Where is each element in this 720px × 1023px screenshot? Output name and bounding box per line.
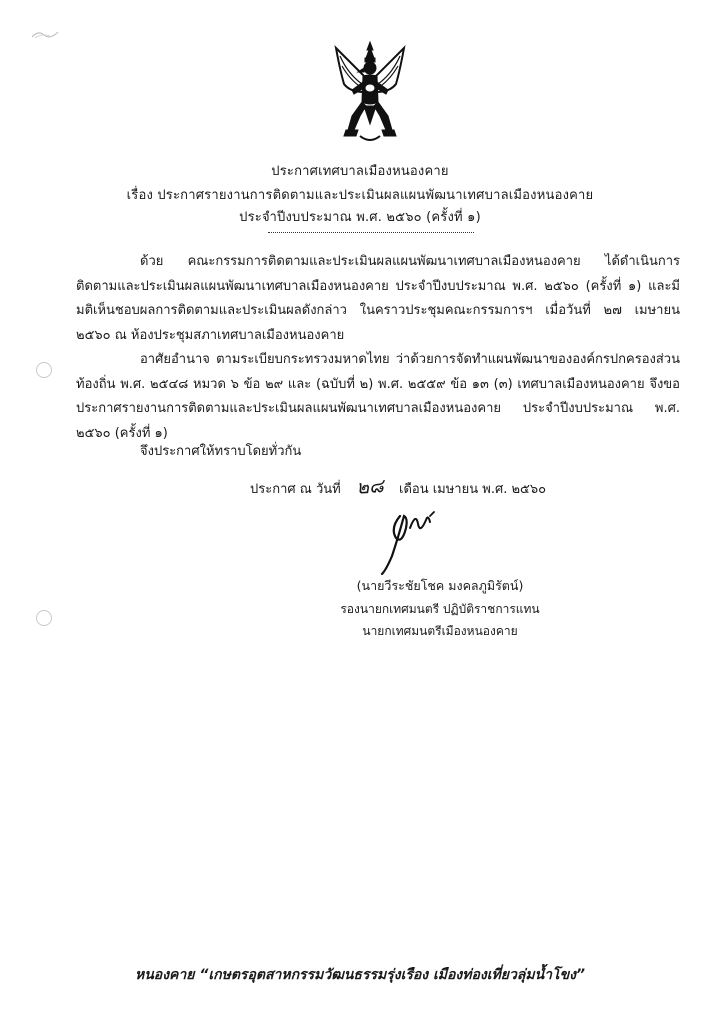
signer-name: (นายวีระชัยโชค มงคลภูมิรัตน์)	[356, 578, 524, 593]
date-year: พ.ศ. ๒๕๖๐	[482, 482, 547, 497]
signer-position-2: นายกเทศมนตรีเมืองหนองคาย	[362, 624, 518, 638]
handwritten-signature	[370, 498, 450, 578]
paragraph-2-text: อาศัยอำนาจ ตามระเบียบกระทรวงมหาดไทย ว่าด้วยการจัดทำแผนพัฒนาขององค์กรปกครองส่วนท้องถิ่น พ.ศ. ๒๕๔๘ หมวด ๖ ข้อ ๒๙ และ (ฉบับที่ ๒) พ.ศ. ๒๕๕๙ ข้อ ๑๓ (๓) เทศบาลเมืองหนองคาย จึงขอประกาศรายงานการติดตามและประเมินผลแผนพัฒนาเทศบาลเมืองหนองคาย ประจำปีงบประมาณ พ.ศ. ๒๕๖๐ (ครั้งที่ ๑)	[76, 352, 680, 441]
body-paragraph-1	[76, 250, 680, 348]
dotted-divider	[268, 232, 474, 233]
punch-hole-bottom	[36, 610, 52, 626]
signer-position-1: รองนายกเทศมนตรี ปฏิบัติราชการแทน	[340, 602, 540, 616]
announcement-subject: เรื่อง ประกาศรายงานการติดตามและประเมินผลแผนพัฒนาเทศบาลเมืองหนองคาย	[126, 188, 594, 203]
paragraph-1-text: ด้วย คณะกรรมการติดตามและประเมินผลแผนพัฒนาเทศบาลเมืองหนองคาย ได้ดำเนินการติดตามและประเมินผลแผนพัฒนาเทศบาลเมืองหนองคาย ประจำปีงบประมาณ พ.ศ. ๒๕๖๐ (ครั้งที่ ๑) และมีมติเห็นชอบผลการติดตามและประเมินผลดังกล่าว ในคราวประชุมคณะกรรมการฯ เมื่อวันที่ ๒๗ เมษายน ๒๕๖๐ ณ ห้องประชุมสภาเทศบาลเมืองหนองคาย	[76, 254, 680, 343]
garuda-emblem-icon	[330, 40, 410, 145]
punch-hole-top	[36, 362, 52, 378]
announcement-fiscal-year: ประจำปีงบประมาณ พ.ศ. ๒๕๖๐ (ครั้งที่ ๑)	[239, 210, 481, 225]
footer-motto: หนองคาย “เกษตรอุตสาหกรรมวัฒนธรรมรุ่งเรือง เมืองท่องเที่ยวลุ่มน้ำโขง”	[134, 967, 585, 983]
date-prefix: ประกาศ ณ วันที่	[250, 482, 341, 497]
date-day-handwritten: ๒๘	[355, 475, 385, 499]
date-month: เดือน เมษายน	[399, 482, 479, 497]
body-paragraph-2	[76, 348, 680, 446]
announcement-title: ประกาศเทศบาลเมืองหนองคาย	[271, 164, 449, 179]
scribble-mark	[30, 28, 60, 40]
closing-line: จึงประกาศให้ทราบโดยทั่วกัน	[140, 444, 302, 459]
